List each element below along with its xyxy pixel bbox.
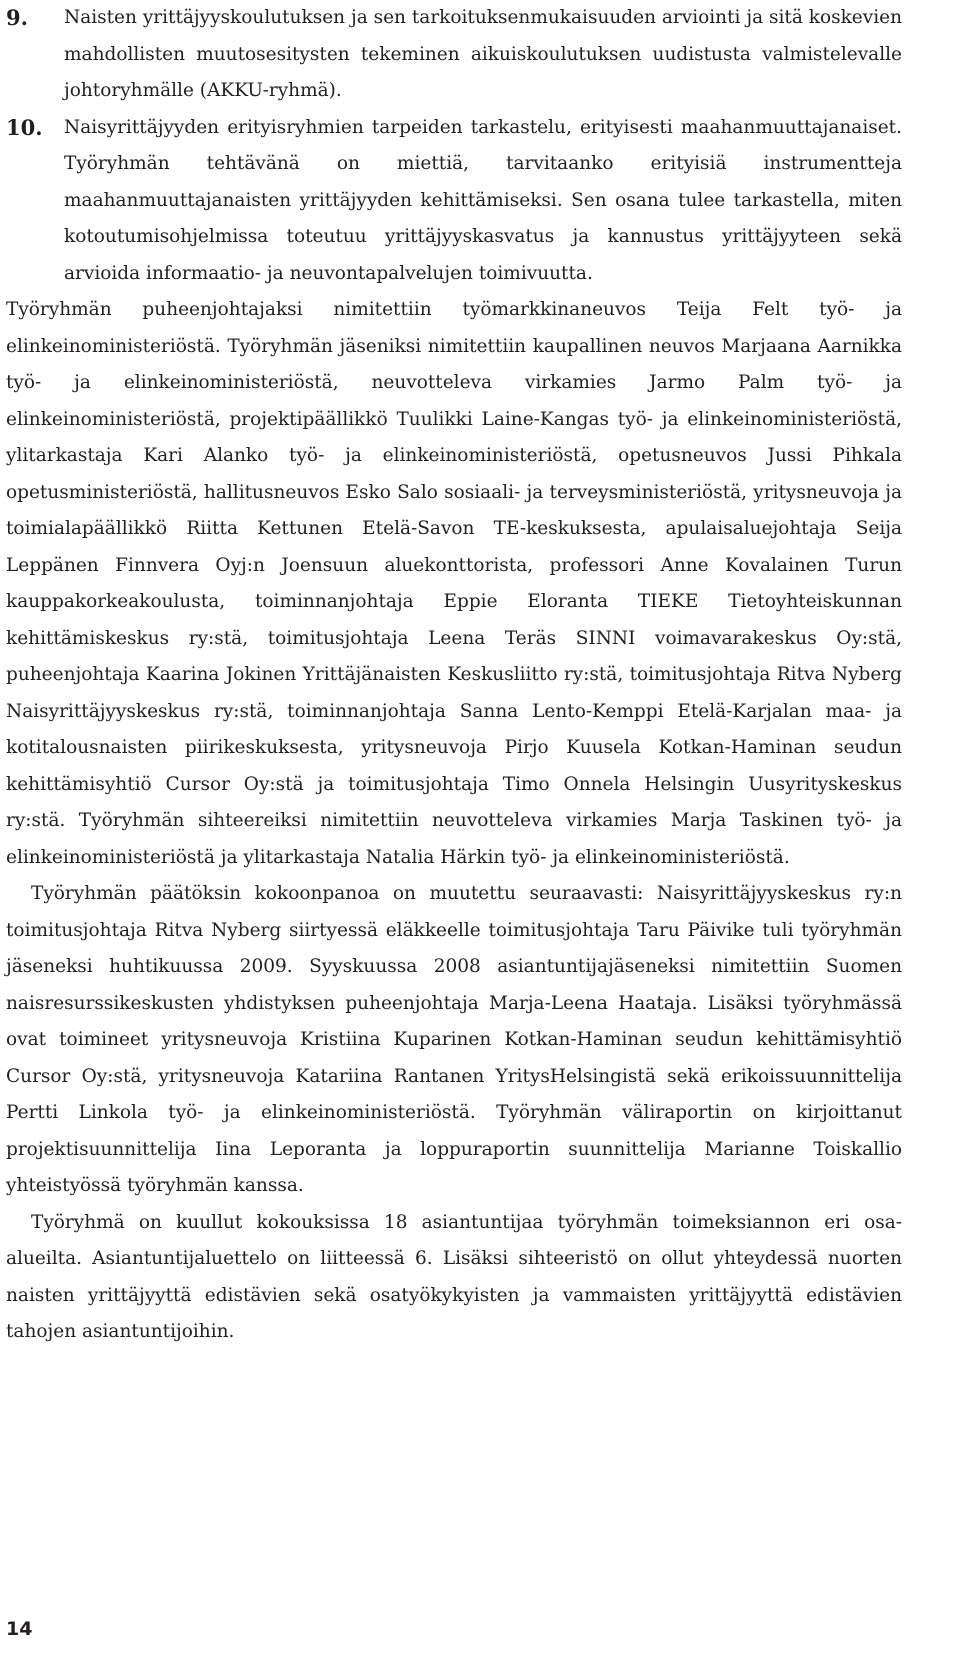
document-page (6, 0, 902, 1351)
page-number: 14 (6, 1618, 33, 1640)
paragraph-composition-changes: Työryhmän päätöksin kokoonpanoa on muutettu seuraavasti: Naisyrittäjyyskeskus ry:n toimitusjohtaja Ritva Nyberg siirtyessä eläkkeelle toimitusjohtaja Taru Päivike tuli työryhmän jäseneksi huhtikuussa 2009. Syyskuussa 2008 asiantuntijajäseneksi nimitettiin Suomen naisresurssikeskusten yhdistyksen puheenjohtaja Marja-Leena Haataja. Lisäksi työryhmässä ovat toimineet yritysneuvoja Kristiina Kuparinen Kotkan-Haminan seudun kehittämisyhtiö Cursor Oy:stä, yritysneuvoja Katariina Rantanen YritysHelsingistä sekä erikoissuunnittelija Pertti Linkola työ- ja elinkeinoministeriöstä. Työryhmän väliraportin on kirjoittanut projektisuunnittelija Iina Leporanta ja loppuraportin suunnittelija Marianne Toiskallio yhteistyössä työryhmän kanssa. (6, 883, 902, 1196)
list-item-text: Naisyrittäjyyden erityisryhmien tarpeiden tarkastelu, erityisesti maahanmuuttajanaiset. Työryhmän tehtävänä on miettiä, tarvitaanko erityisiä instrumentteja maahanmuuttajanaisten yrittäjyyden kehittämiseksi. Sen osana tulee tarkastella, miten kotoutumisohjelmissa toteutuu yrittäjyyskasvatus ja kannustus yrittäjyyteen sekä arvioida informaatio- ja neuvontapalvelujen toimivuutta. (64, 116, 902, 284)
paragraph-experts: Työryhmä on kuullut kokouksissa 18 asiantuntijaa työryhmän toimeksiannon eri osa-alueilta. Asiantuntijaluettelo on liitteessä 6. Lisäksi sihteeristö on ollut yhteydessä nuorten naisten yrittäjyyttä edistävien sekä osatyökykyisten ja vammaisten yrittäjyyttä edistävien tahojen asiantuntijoihin. (6, 1211, 902, 1342)
list-item-9 (6, 0, 902, 110)
list-number: 10. (6, 114, 43, 140)
list-item-text: Naisten yrittäjyyskoulutuksen ja sen tarkoituksenmukaisuuden arviointi ja sitä koskevien mahdollisten muutosesitysten tekeminen aikuiskoulutuksen uudistusta valmistelevalle johtoryhmälle (AKKU-ryhmä). (64, 7, 902, 101)
list-item-10 (6, 110, 902, 293)
list-number: 9. (6, 5, 28, 30)
paragraph-members: Työryhmän puheenjohtajaksi nimitettiin työmarkkinaneuvos Teija Felt työ- ja elinkeinoministeriöstä. Työryhmän jäseniksi nimitettiin kaupallinen neuvos Marjaana Aarnikka työ- ja elinkeinoministeriöstä, neuvotteleva virkamies Jarmo Palm työ- ja elinkeinoministeriöstä, projektipäällikkö Tuulikki Laine-Kangas työ- ja elinkeinoministeriöstä, ylitarkastaja Kari Alanko työ- ja elinkeinoministeriöstä, opetusneuvos Jussi Pihkala opetusministeriöstä, hallitusneuvos Esko Salo sosiaali- ja terveysministeriöstä, yritysneuvoja ja toimialapäällikkö Riitta Kettunen Etelä-Savon TE-keskuksesta, apulaisaluejohtaja Seija Leppänen Finnvera Oyj:n Joensuun aluekonttorista, professori Anne Kovalainen Turun kauppakorkeakoulusta, toiminnanjohtaja Eppie Eloranta TIEKE Tietoyhteiskunnan kehittämiskeskus ry:stä, toimitusjohtaja Leena Teräs SINNI voimavarakeskus Oy:stä, puheenjohtaja Kaarina Jokinen Yrittäjänaisten Keskusliitto ry:stä, toimitusjohtaja Ritva Nyberg Naisyrittäjyyskeskus ry:stä, toiminnanjohtaja Sanna Lento-Kemppi Etelä-Karjalan maa- ja kotitalousnaisten piirikeskuksesta, yritysneuvoja Pirjo Kuusela Kotkan-Haminan seudun kehittämisyhtiö Cursor Oy:stä ja toimitusjohtaja Timo Onnela Helsingin Uusyrityskeskus ry:stä. Työryhmän sihteereiksi nimitettiin neuvotteleva virkamies Marja Taskinen työ- ja elinkeinoministeriöstä ja ylitarkastaja Natalia Härkin työ- ja elinkeinoministeriöstä. (6, 299, 902, 868)
